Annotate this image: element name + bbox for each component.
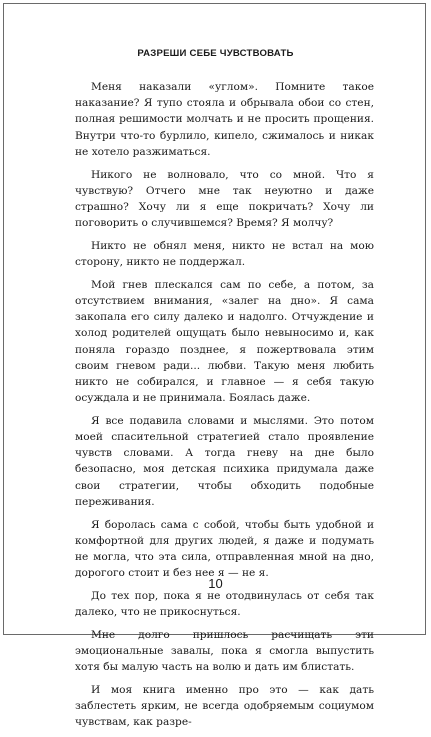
paragraph: До тех пор, пока я не отодвинулась от себя так далеко, что не прикоснуться. — [75, 589, 374, 619]
paragraph: Мне долго пришлось расчищать эти эмоциональные завалы, пока я смогла выпустить хотя бы малую часть на волю и дать им блистать. — [75, 628, 374, 674]
paragraph: Мой гнев плескался сам по себе, а потом, за отсутствием внимания, «залег на дно». Я сама закопала его силу далеко и надолго. Отчуждение и холод родителей ощущать было невыносимо и, как поняла гораздо позднее, я пожертвовала этим своим гневом ради... любви. Такую меня любить никто не собирался, и главное — я себя такую осуждала и не принимала. Боялась даже. — [75, 278, 374, 405]
paragraph: Меня наказали «углом». Помните такое наказание? Я тупо стояла и обрывала обои со стен, полная решимости молчать и не просить прощения. Внутри что-то бурлило, кипело, сжималось и никак не хотело разжиматься. — [75, 81, 374, 158]
page-number: 10 — [208, 576, 223, 591]
running-title: РАЗРЕШИ СЕБЕ ЧУВСТВОВАТЬ — [137, 48, 294, 59]
paragraph: Я все подавила словами и мыслями. Это потом моей спасительной стратегией стало проявление чувств словами. А тогда гневу на дне было безопасно, моя детская психика придумала даже свои стратегии, чтобы обходить подобные переживания. — [75, 414, 374, 508]
body-text — [75, 79, 374, 737]
paragraph: И моя книга именно про это — как дать заблестеть ярким, не всегда одобряемым социумом чувствам, как разре- — [75, 683, 374, 729]
paragraph: Я боролась сама с собой, чтобы быть удобной и комфортной для других людей, я даже и подумать не могла, что эта сила, отправленная мной на дно, дорогого стоит и без нее я — не я. — [75, 518, 374, 580]
paragraph: Никого не волновало, что со мной. Что я чувствую? Отчего мне так неуютно и даже страшно? Хочу ли я еще покричать? Хочу ли поговорить о случившемся? Время? Я молчу? — [75, 168, 374, 230]
paragraph: Никто не обнял меня, никто не встал на мою сторону, никто не поддержал. — [75, 239, 374, 269]
